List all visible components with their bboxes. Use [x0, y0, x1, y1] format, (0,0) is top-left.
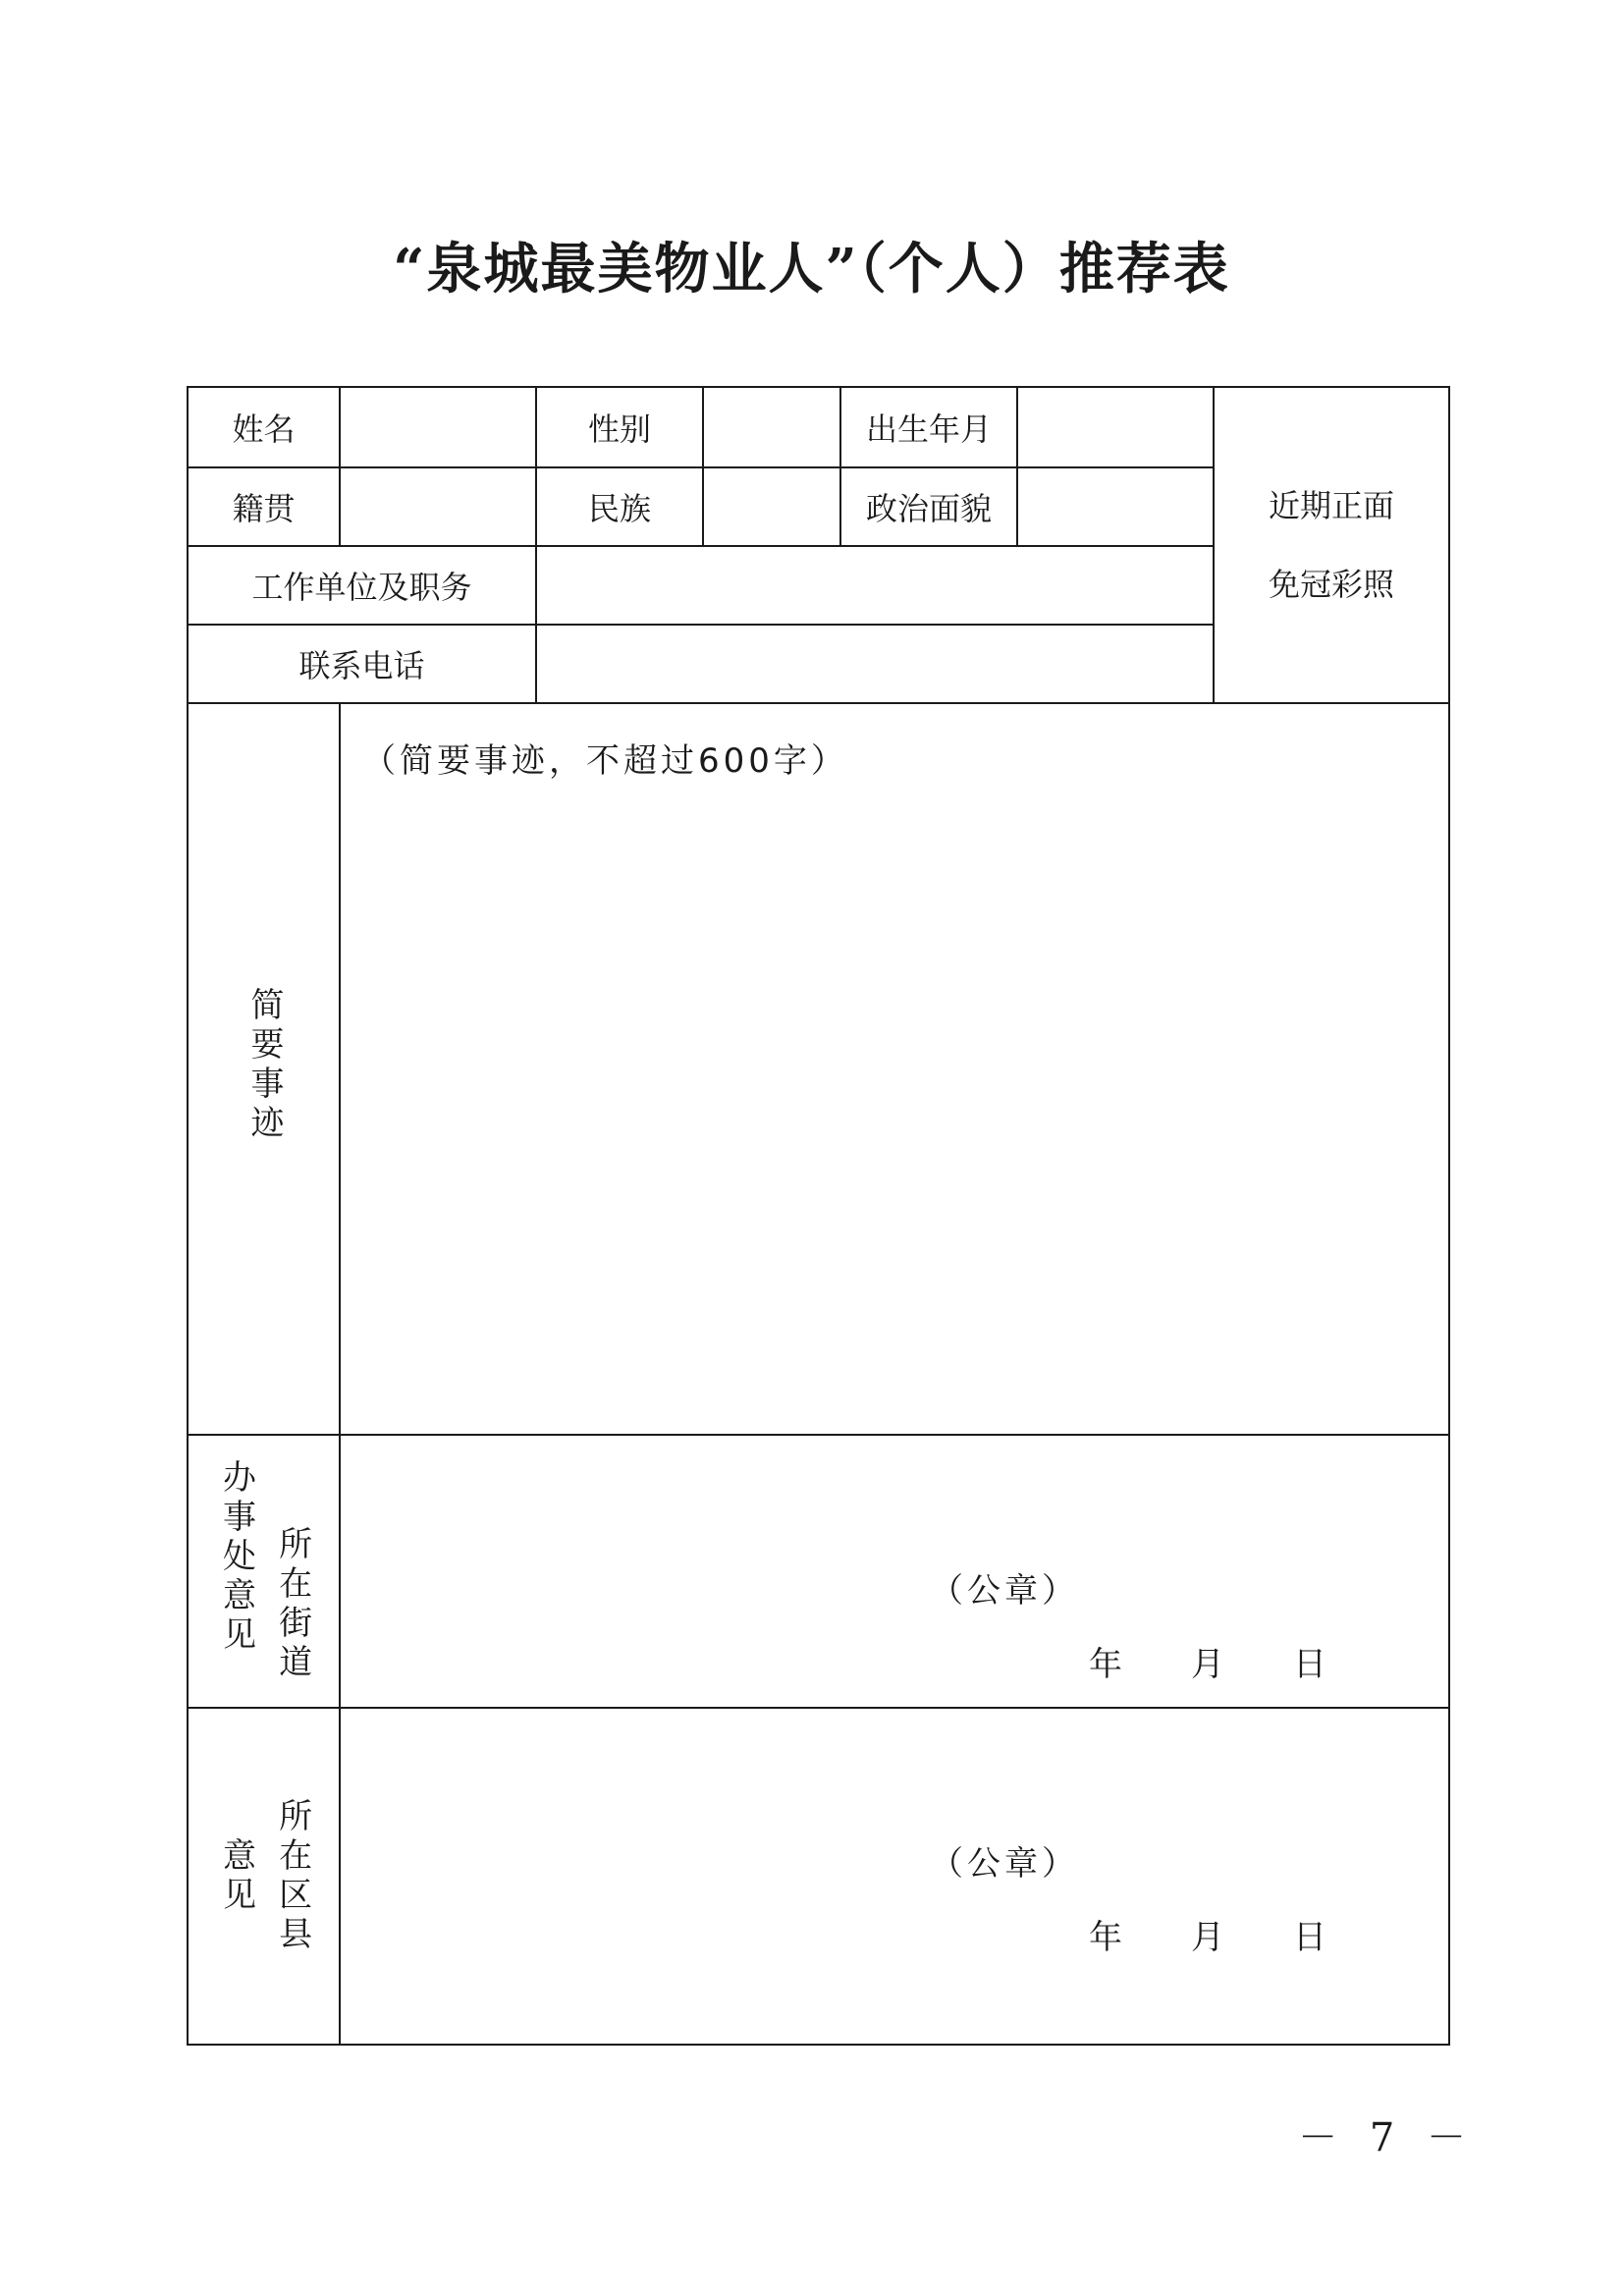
- native-place-field[interactable]: [340, 467, 536, 546]
- work-unit-label: 工作单位及职务: [188, 546, 536, 625]
- street-opinion-field[interactable]: [340, 1435, 1449, 1708]
- street-date-month: 月: [1191, 1645, 1224, 1684]
- street-date-day: 日: [1293, 1645, 1326, 1684]
- deeds-label: 简要事迹: [244, 986, 285, 1144]
- phone-field[interactable]: [536, 625, 1214, 703]
- county-opinion-label-col2: 意见: [216, 1836, 256, 1916]
- political-status-field[interactable]: [1017, 467, 1214, 546]
- photo-hint-line2: 免冠彩照: [1268, 566, 1394, 603]
- street-date-year: 年: [1089, 1645, 1122, 1684]
- street-opinion-label-col2: 办事处意见: [216, 1459, 256, 1656]
- name-label: 姓名: [188, 387, 340, 467]
- recommendation-form: [187, 386, 1450, 2046]
- county-opinion-label-cell: [188, 1708, 340, 2045]
- birth-label: 出生年月: [840, 387, 1017, 467]
- street-date: [1089, 1637, 1326, 1685]
- page-title: “泉城最美物业人”（个人）推荐表: [393, 237, 1230, 301]
- county-date-month: 月: [1191, 1918, 1224, 1957]
- street-seal: （公章）: [930, 1571, 1079, 1611]
- county-date-year: 年: [1089, 1918, 1122, 1957]
- street-opinion-label-cell: [188, 1435, 340, 1708]
- deeds-hint: （简要事迹，不超过600字）: [362, 741, 848, 781]
- deeds-field[interactable]: [340, 703, 1449, 1435]
- birth-field[interactable]: [1017, 387, 1214, 467]
- name-field[interactable]: [340, 387, 536, 467]
- street-opinion-label-col1: 所在街道: [272, 1526, 312, 1683]
- gender-label: 性别: [536, 387, 703, 467]
- ethnicity-field[interactable]: [703, 467, 840, 546]
- county-date: [1089, 1910, 1326, 1958]
- ethnicity-label: 民族: [536, 467, 703, 546]
- county-seal: （公章）: [930, 1844, 1079, 1884]
- political-status-label: 政治面貌: [840, 467, 1017, 546]
- county-opinion-label-col1: 所在区县: [272, 1797, 312, 1955]
- county-opinion-field[interactable]: [340, 1708, 1449, 2045]
- photo-hint-line1: 近期正面: [1268, 487, 1394, 524]
- gender-field[interactable]: [703, 387, 840, 467]
- county-date-day: 日: [1293, 1918, 1326, 1957]
- native-place-label: 籍贯: [188, 467, 340, 546]
- photo-placeholder[interactable]: [1214, 387, 1449, 703]
- page-number: － 7 －: [1298, 2115, 1476, 2160]
- phone-label: 联系电话: [188, 625, 536, 703]
- deeds-label-cell: [188, 703, 340, 1435]
- work-unit-field[interactable]: [536, 546, 1214, 625]
